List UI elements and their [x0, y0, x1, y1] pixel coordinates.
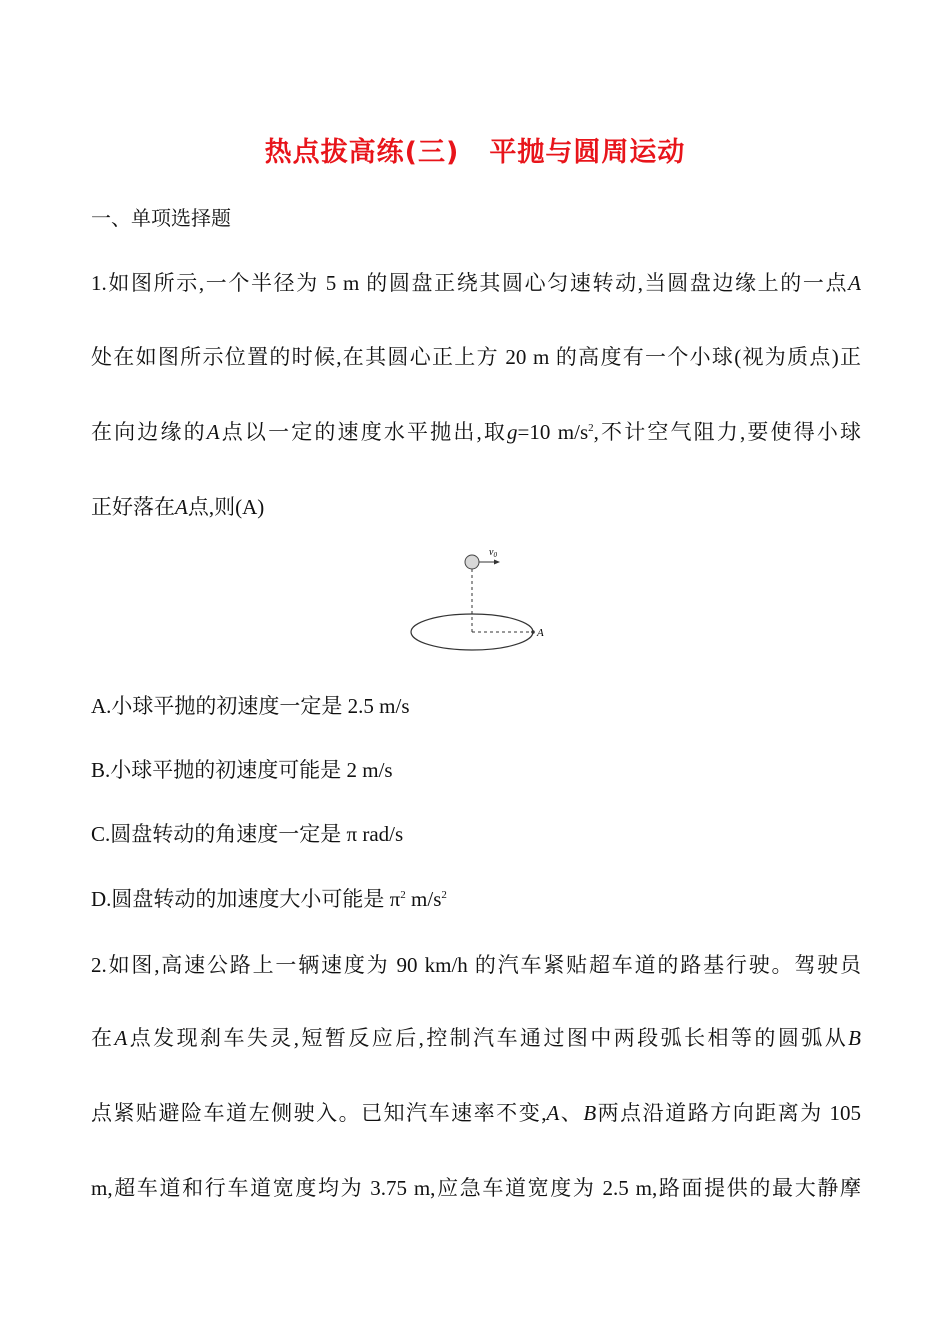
section-heading: 一、单项选择题: [91, 206, 231, 230]
q1-point-a: A: [848, 271, 861, 295]
option-b: B.小球平抛的初速度可能是 2 m/s: [91, 758, 393, 782]
q1-text: 点以一定的速度水平抛出,取: [219, 420, 508, 444]
q1-point-a: A: [175, 495, 188, 519]
q2-line-4: m,超车道和行车道宽度均为 3.75 m,应急车道宽度为 2.5 m,路面提供的最大静摩: [91, 1176, 861, 1200]
option-d-exponent: 2: [400, 889, 406, 901]
q2-text: 两点沿道路方向距离为 105: [596, 1101, 862, 1125]
page-title: [0, 130, 950, 169]
q2-text: 在: [91, 1026, 115, 1050]
point-a-label: A: [537, 627, 544, 639]
q1-line-2: 处在如图所示位置的时候,在其圆心正上方 20 m 的高度有一个小球(视为质点)正: [91, 345, 861, 369]
q2-text: 、: [559, 1101, 584, 1125]
point-a-dot: [531, 630, 535, 634]
title-sub: 平抛与圆周运动: [489, 137, 686, 168]
ball: [465, 555, 479, 569]
option-d-unit: m/s: [405, 887, 442, 911]
q1-g-symbol: g: [507, 420, 518, 444]
q2-point-a: A: [114, 1026, 128, 1050]
q1-line-3: [91, 417, 861, 447]
q1-exponent: 2: [588, 422, 594, 434]
q2-text: 点紧贴避险车道左侧驶入。已知汽车速率不变,: [91, 1101, 547, 1125]
q2-point-a: A: [546, 1101, 560, 1125]
title-main: 热点拔高练(三): [264, 137, 460, 168]
q1-line-1: [91, 268, 861, 298]
q1-text: ,不计空气阻力,要使得小球: [593, 420, 862, 444]
q2-line-2: [91, 1023, 861, 1053]
option-a: A.小球平抛的初速度一定是 2.5 m/s: [91, 694, 410, 718]
q1-text: 正好落在: [91, 495, 175, 519]
disc-figure: [400, 540, 560, 655]
velocity-label: $v_0$: [489, 547, 497, 559]
q1-point-a: A: [206, 420, 220, 444]
option-c: C.圆盘转动的角速度一定是 π rad/s: [91, 822, 404, 846]
q1-line-4: [91, 492, 861, 522]
q1-text: 在向边缘的: [91, 420, 207, 444]
q2-text: 点发现刹车失灵,短暂反应后,控制汽车通过图中两段弧长相等的圆弧从: [127, 1026, 849, 1050]
option-d-exponent: 2: [441, 889, 447, 901]
q2-line-3: [91, 1098, 861, 1128]
velocity-arrowhead: [494, 560, 500, 565]
q1-text: 1.如图所示,一个半径为 5 m 的圆盘正绕其圆心匀速转动,当圆盘边缘上的一点: [91, 271, 849, 295]
q2-point-b: B: [848, 1026, 861, 1050]
q2-point-b: B: [583, 1101, 597, 1125]
q2-line-1: 2.如图,高速公路上一辆速度为 90 km/h 的汽车紧贴超车道的路基行驶。驾驶员: [91, 953, 861, 977]
q1-text: =10 m/s: [517, 420, 589, 444]
q1-answer: 点,则(A): [187, 495, 265, 519]
option-d-text: D.圆盘转动的加速度大小可能是 π: [91, 887, 401, 911]
option-d: [91, 884, 861, 914]
